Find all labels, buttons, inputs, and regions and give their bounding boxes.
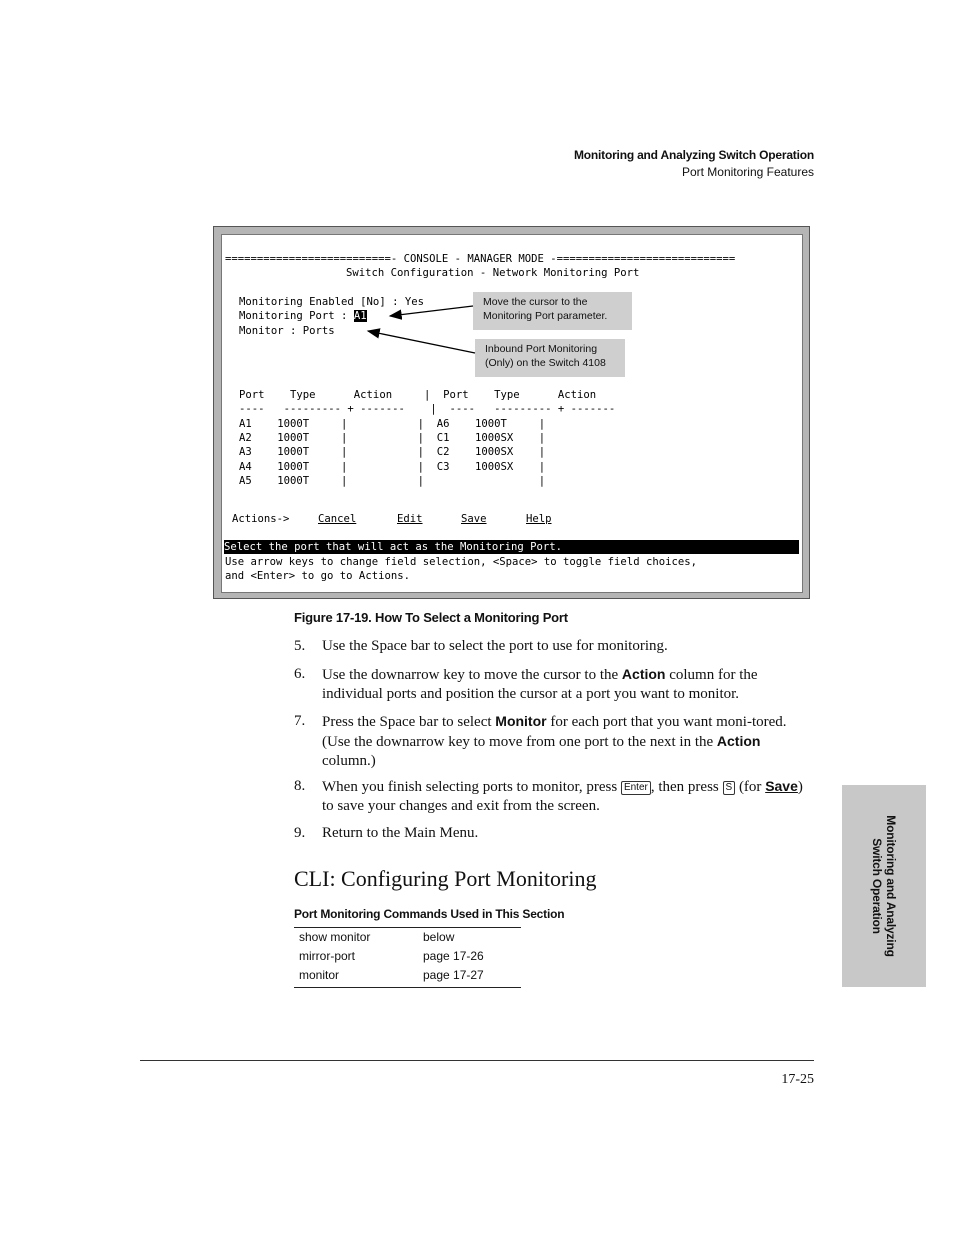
arrow-to-monitor-ports [368,331,475,353]
step-9-text: Return to the Main Menu. [322,825,479,841]
table-row [294,928,521,947]
step-8-number: 8. [294,778,306,794]
side-tab-line-1: Monitoring and Analyzing [884,815,898,957]
step-6-text [322,665,814,704]
step-8-text-pre: When you finish selecting ports to monitor, press [322,779,621,795]
command-location: page 17-27 [423,968,484,982]
console-banner: ==========================- CONSOLE - MANAGER MODE -============================ [225,253,736,265]
step-9 [294,824,814,843]
port-table-row[interactable]: A1 1000T | | A6 1000T | [239,418,546,430]
callout-2-line-1: Inbound Port Monitoring [485,343,598,355]
section-title: CLI: Configuring Port Monitoring [294,866,597,891]
running-header-subtitle: Port Monitoring Features [681,165,814,179]
side-tab-label [870,815,898,956]
console-help-line-1: Use arrow keys to change field selection, <Space> to toggle field choices, [225,556,697,568]
monitoring-enabled-value[interactable]: Yes [404,296,424,308]
table-row [294,947,521,966]
port-table-row[interactable]: A5 1000T | | | [239,475,546,487]
step-7-text-post: column.) [322,753,376,769]
command-location: page 17-26 [423,949,484,963]
monitoring-port-label: Monitoring Port : [239,310,354,322]
command-name: show monitor [299,930,371,944]
step-9-number: 9. [294,825,306,841]
step-6-number: 6. [294,666,306,682]
step-7-action-term: Action [716,733,761,749]
help-action-label: Help [526,513,552,525]
step-5-text: Use the Space bar to select the port to use for monitoring. [322,638,668,654]
step-6-text-post: column for the individual ports and position the cursor at a port you want to monitor. [322,667,758,702]
s-key: S [723,781,736,795]
step-7-number: 7. [294,713,306,729]
port-table-row[interactable]: A3 1000T | | C2 1000SX | [239,446,546,458]
console-help-line-2: and <Enter> to go to Actions. [225,570,410,582]
save-action-label: Save [461,513,487,525]
step-8-text-mid2: (for [735,779,766,795]
step-7-text [322,712,814,771]
step-8-text-mid: , then press [650,779,723,795]
edit-action-label: Edit [397,513,423,525]
arrow-to-monitoring-port [390,306,473,316]
commands-table [294,927,521,988]
footer-rule [140,1060,814,1061]
callout-1-line-2: Monitoring Port parameter. [483,310,608,322]
callout-2-line-2: (Only) on the Switch 4108 [485,357,606,369]
port-table-divider: ---- --------- + ------- | ---- --------- + ------- [239,403,616,415]
step-8-text [322,777,814,816]
callout-arrows [222,235,804,594]
command-name: mirror-port [299,949,355,963]
monitoring-enabled-label: Monitoring Enabled [No] : [239,296,405,308]
port-table-row[interactable]: A2 1000T | | C1 1000SX | [239,432,546,444]
chapter-side-tab [842,785,926,987]
console-status-line: Select the port that will act as the Monitoring Port. [224,540,799,554]
step-8-save-term: Save [765,778,798,794]
monitoring-port-field[interactable]: A1 [353,310,367,322]
actions-label: Actions-> [232,513,290,525]
console-screenshot-figure [213,226,810,599]
step-5-number: 5. [294,638,306,654]
callout-1-line-1: Move the cursor to the [483,296,588,308]
port-table-header: Port Type Action | Port Type Action [239,389,597,401]
step-6-action-term: Action [621,666,666,682]
monitor-ports-line: Monitor : Ports [239,325,335,337]
step-8-text-post: ) to save your changes and exit from the screen. [322,779,803,814]
step-7-text-mid: for each port that you want moni-tored. (Use the downarrow key to move from one port to the next in the [322,714,787,750]
console-screen [221,234,803,593]
table-row [294,966,521,985]
step-6 [294,665,814,704]
step-7 [294,712,814,771]
page-number: 17-25 [781,1072,814,1087]
step-5 [294,637,814,656]
commands-table-caption: Port Monitoring Commands Used in This Section [294,907,565,921]
running-header-title: Monitoring and Analyzing Switch Operation [573,148,814,162]
side-tab-line-2: Switch Operation [870,838,884,934]
command-name: monitor [299,968,340,982]
console-screen-title: Switch Configuration - Network Monitoring Port [346,267,640,279]
command-location: below [423,930,455,944]
step-6-text-pre: Use the downarrow key to move the cursor to the [322,667,622,683]
cancel-action-label: Cancel [318,513,357,525]
port-table-row[interactable]: A4 1000T | | C3 1000SX | [239,461,546,473]
figure-caption: Figure 17-19. How To Select a Monitoring Port [294,610,568,625]
step-8 [294,777,814,816]
enter-key: Enter [621,781,651,795]
step-7-text-pre: Press the Space bar to select [322,714,496,730]
step-7-monitor-term: Monitor [495,713,547,729]
